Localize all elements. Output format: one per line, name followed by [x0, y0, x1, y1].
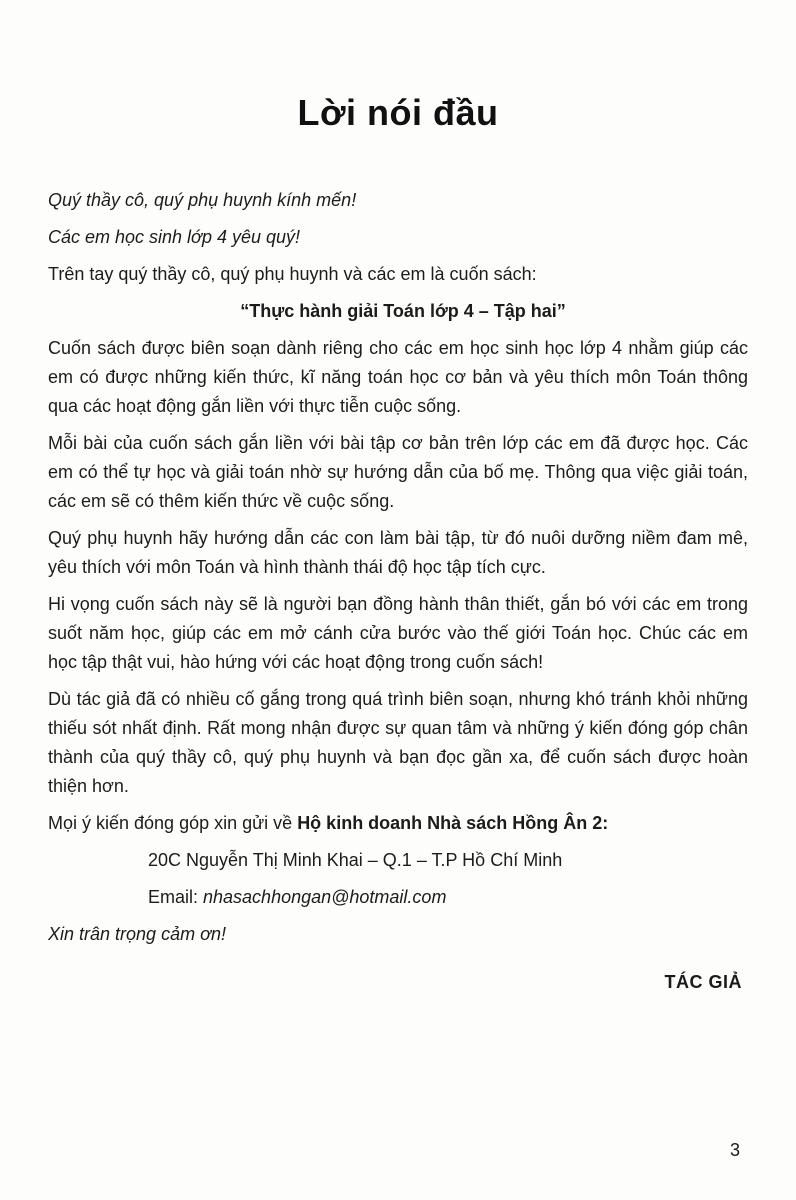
contact-suffix: : [602, 813, 609, 833]
intro-paragraph: Trên tay quý thầy cô, quý phụ huynh và các em là cuốn sách: [48, 264, 537, 284]
contact-address: 20C Nguyễn Thị Minh Khai – Q.1 – T.P Hồ Chí Minh [148, 850, 563, 870]
greeting-students: Các em học sinh lớp 4 yêu quý! [48, 227, 301, 247]
closing-thanks: Xin trân trọng cảm ơn! [48, 924, 226, 944]
contact-prefix: Mọi ý kiến đóng góp xin gửi về [48, 813, 298, 833]
paragraph-5: Dù tác giả đã có nhiều cố gắng trong quá trình biên soạn, nhưng khó tránh khỏi những thiếu sót nhất định. Rất mong nhận được sự quan tâm và những ý kiến đóng góp chân thành của quý thầy cô, quý phụ huynh và bạn đọc gần xa, để cuốn sách được hoàn thiện hơn. [48, 689, 748, 796]
contact-line [48, 809, 748, 838]
email-address: nhasachhongan@hotmail.com [203, 887, 447, 907]
paragraph-2: Mỗi bài của cuốn sách gắn liền với bài tập cơ bản trên lớp các em đã được học. Các em có thể tự học và giải toán nhờ sự hướng dẫn của bố mẹ. Thông qua việc giải toán, các em sẽ có thêm kiến thức về cuộc sống. [48, 433, 748, 511]
paragraph-4: Hi vọng cuốn sách này sẽ là người bạn đồng hành thân thiết, gắn bó với các em trong suốt năm học, giúp các em mở cánh cửa bước vào thế giới Toán học. Chúc các em học tập thật vui, hào hứng với các hoạt động trong cuốn sách! [48, 594, 748, 672]
contact-organization: Hộ kinh doanh Nhà sách Hồng Ân 2 [297, 813, 603, 833]
paragraph-3: Quý phụ huynh hãy hướng dẫn các con làm bài tập, từ đó nuôi dưỡng niềm đam mê, yêu thích với môn Toán và hình thành thái độ học tập tích cực. [48, 528, 748, 577]
email-label: Email: [148, 887, 204, 907]
greeting-parents: Quý thầy cô, quý phụ huynh kính mến! [48, 190, 357, 210]
contact-email-line [48, 883, 748, 912]
preface-body [48, 186, 748, 949]
page-number: 3 [729, 1140, 740, 1160]
paragraph-1: Cuốn sách được biên soạn dành riêng cho các em học sinh học lớp 4 nhằm giúp các em có được những kiến thức, kĩ năng toán học cơ bản và yêu thích môn Toán thông qua các hoạt động gắn liền với thực tiễn cuộc sống. [48, 338, 748, 416]
page-title: Lời nói đầu [297, 92, 499, 133]
book-title: “Thực hành giải Toán lớp 4 – Tập hai” [240, 301, 566, 321]
author-signature: TÁC GIẢ [664, 972, 742, 992]
